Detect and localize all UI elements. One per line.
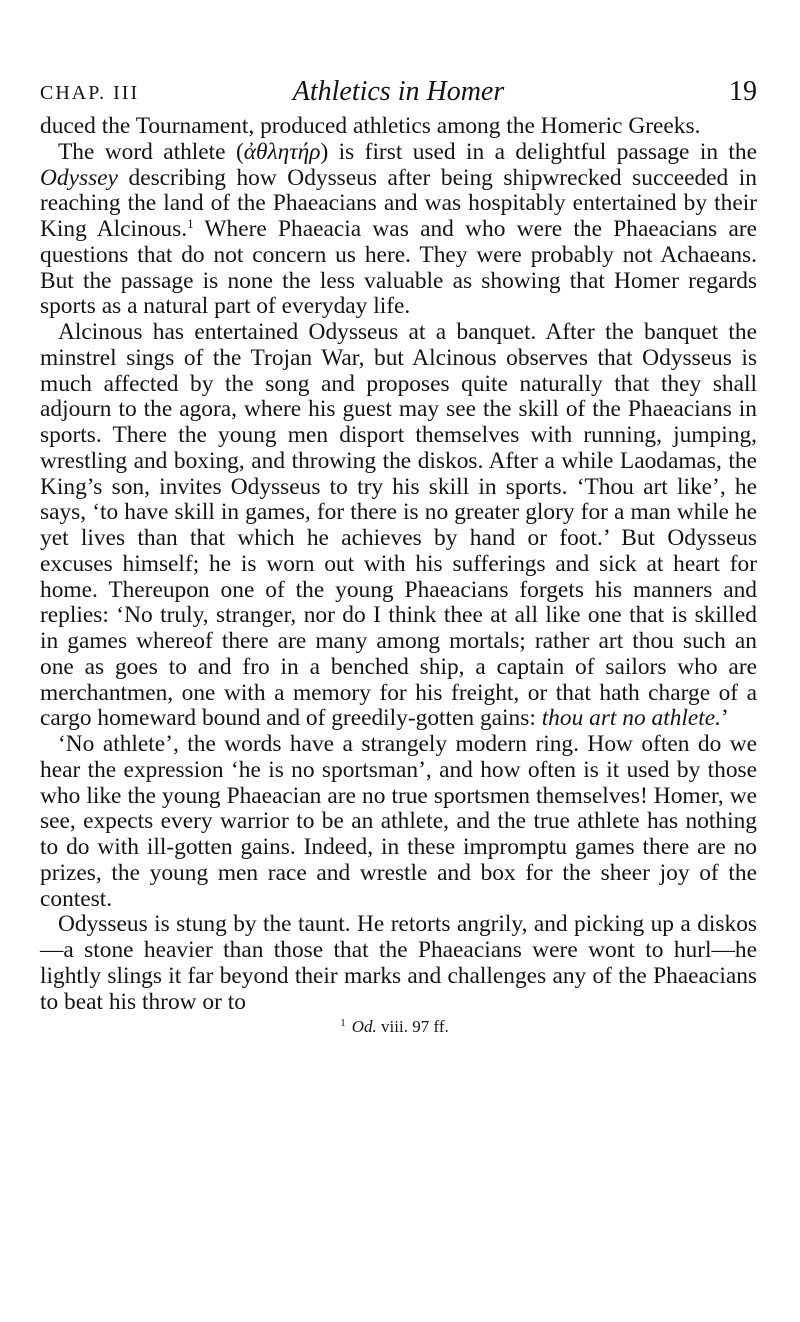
text-run: ) is first used in a delightful passage in the [320, 138, 757, 165]
page-number: 19 [729, 76, 757, 107]
greek-word: ἀθλητήρ [243, 138, 321, 165]
text-run: describing how Odysseus after being shipwrecked succeeded in reaching the land of the Phaeacians and was hospitably entertained by their King Alcinous. [40, 164, 757, 242]
footnote-marker: 1 [187, 216, 194, 231]
chapter-label: CHAP. III [40, 82, 140, 104]
paragraph-taunt: Odysseus is stung by the taunt. He retorts angrily, and picking up a diskos—a stone heavier than those that the Phaeacians were wont to hurl—he lightly slings it far beyond their marks and challenges any of the Phaeacians to beat his throw or to [40, 911, 757, 1015]
text-run: ’ [721, 705, 729, 732]
footnote-ref: viii. 97 ff. [376, 1017, 449, 1037]
book-page [40, 70, 757, 1038]
body-text [40, 114, 757, 1015]
footnote [40, 1016, 757, 1038]
text-run: Where Phaeacia was and who were the Phaeacians are questions that do not concern us here. They were probably not Achaeans. But the passage is none the less valuable as showing that Homer regards sports as a natural part of everyday life. [40, 216, 757, 320]
footnote-number: 1 [340, 1017, 346, 1030]
italic-quote: thou art no athlete. [541, 705, 722, 732]
paragraph-continued: duced the Tournament, produced athletics among the Homeric Greeks. [40, 113, 701, 139]
text-run: Alcinous has entertained Odysseus at a banquet. After the banquet the minstrel sings of the Trojan War, but Alcinous observes that Odysseus is much affected by the song and proposes quite naturally that they shall adjourn to the agora, where his guest may see the skill of the Phaeacians in sports. There the young men disport themselves with running, jumping, wrestling and boxing, and throwing the diskos. After a while Laodamas, the King’s son, invites Odysseus to try his skill in sports. ‘Thou art like’, he says, ‘to have skill in games, for there is no greater glory for a man while he yet lives than that which he achieves by hand or foot.’ But Odysseus excuses himself; he is worn out with his sufferings and sick at heart for home. Thereupon one of the young Phaeacians forgets his manners and replies: ‘No truly, stranger, nor do I think thee at all like one that is skilled in games whereof there are many among mortals; rather art thou such an one as goes to and fro in a benched ship, a captain of sailors who are merchantmen, one with a memory for his freight, or that hath charge of a cargo homeward bound and of greedily-gotten gains: [40, 319, 757, 732]
paragraph-banquet [40, 320, 757, 732]
running-head [40, 70, 757, 114]
paragraph-no-athlete: ‘No athlete’, the words have a strangely modern ring. How often do we hear the expression ‘he is no sportsman’, and how often is it used by those who like the young Phaeacian are no true sportsmen themselves! Homer, we see, expects every warrior to be an athlete, and the true athlete has nothing to do with ill-gotten gains. Indeed, in these impromptu games there are no prizes, the young men race and wrestle and box for the sheer joy of the contest. [40, 731, 757, 912]
footnote-source: Od. [351, 1017, 377, 1037]
running-title: Athletics in Homer [292, 76, 505, 107]
text-run: The word athlete ( [58, 138, 244, 165]
paragraph-word-athlete [40, 140, 757, 320]
odyssey-title: Odyssey [40, 164, 118, 191]
